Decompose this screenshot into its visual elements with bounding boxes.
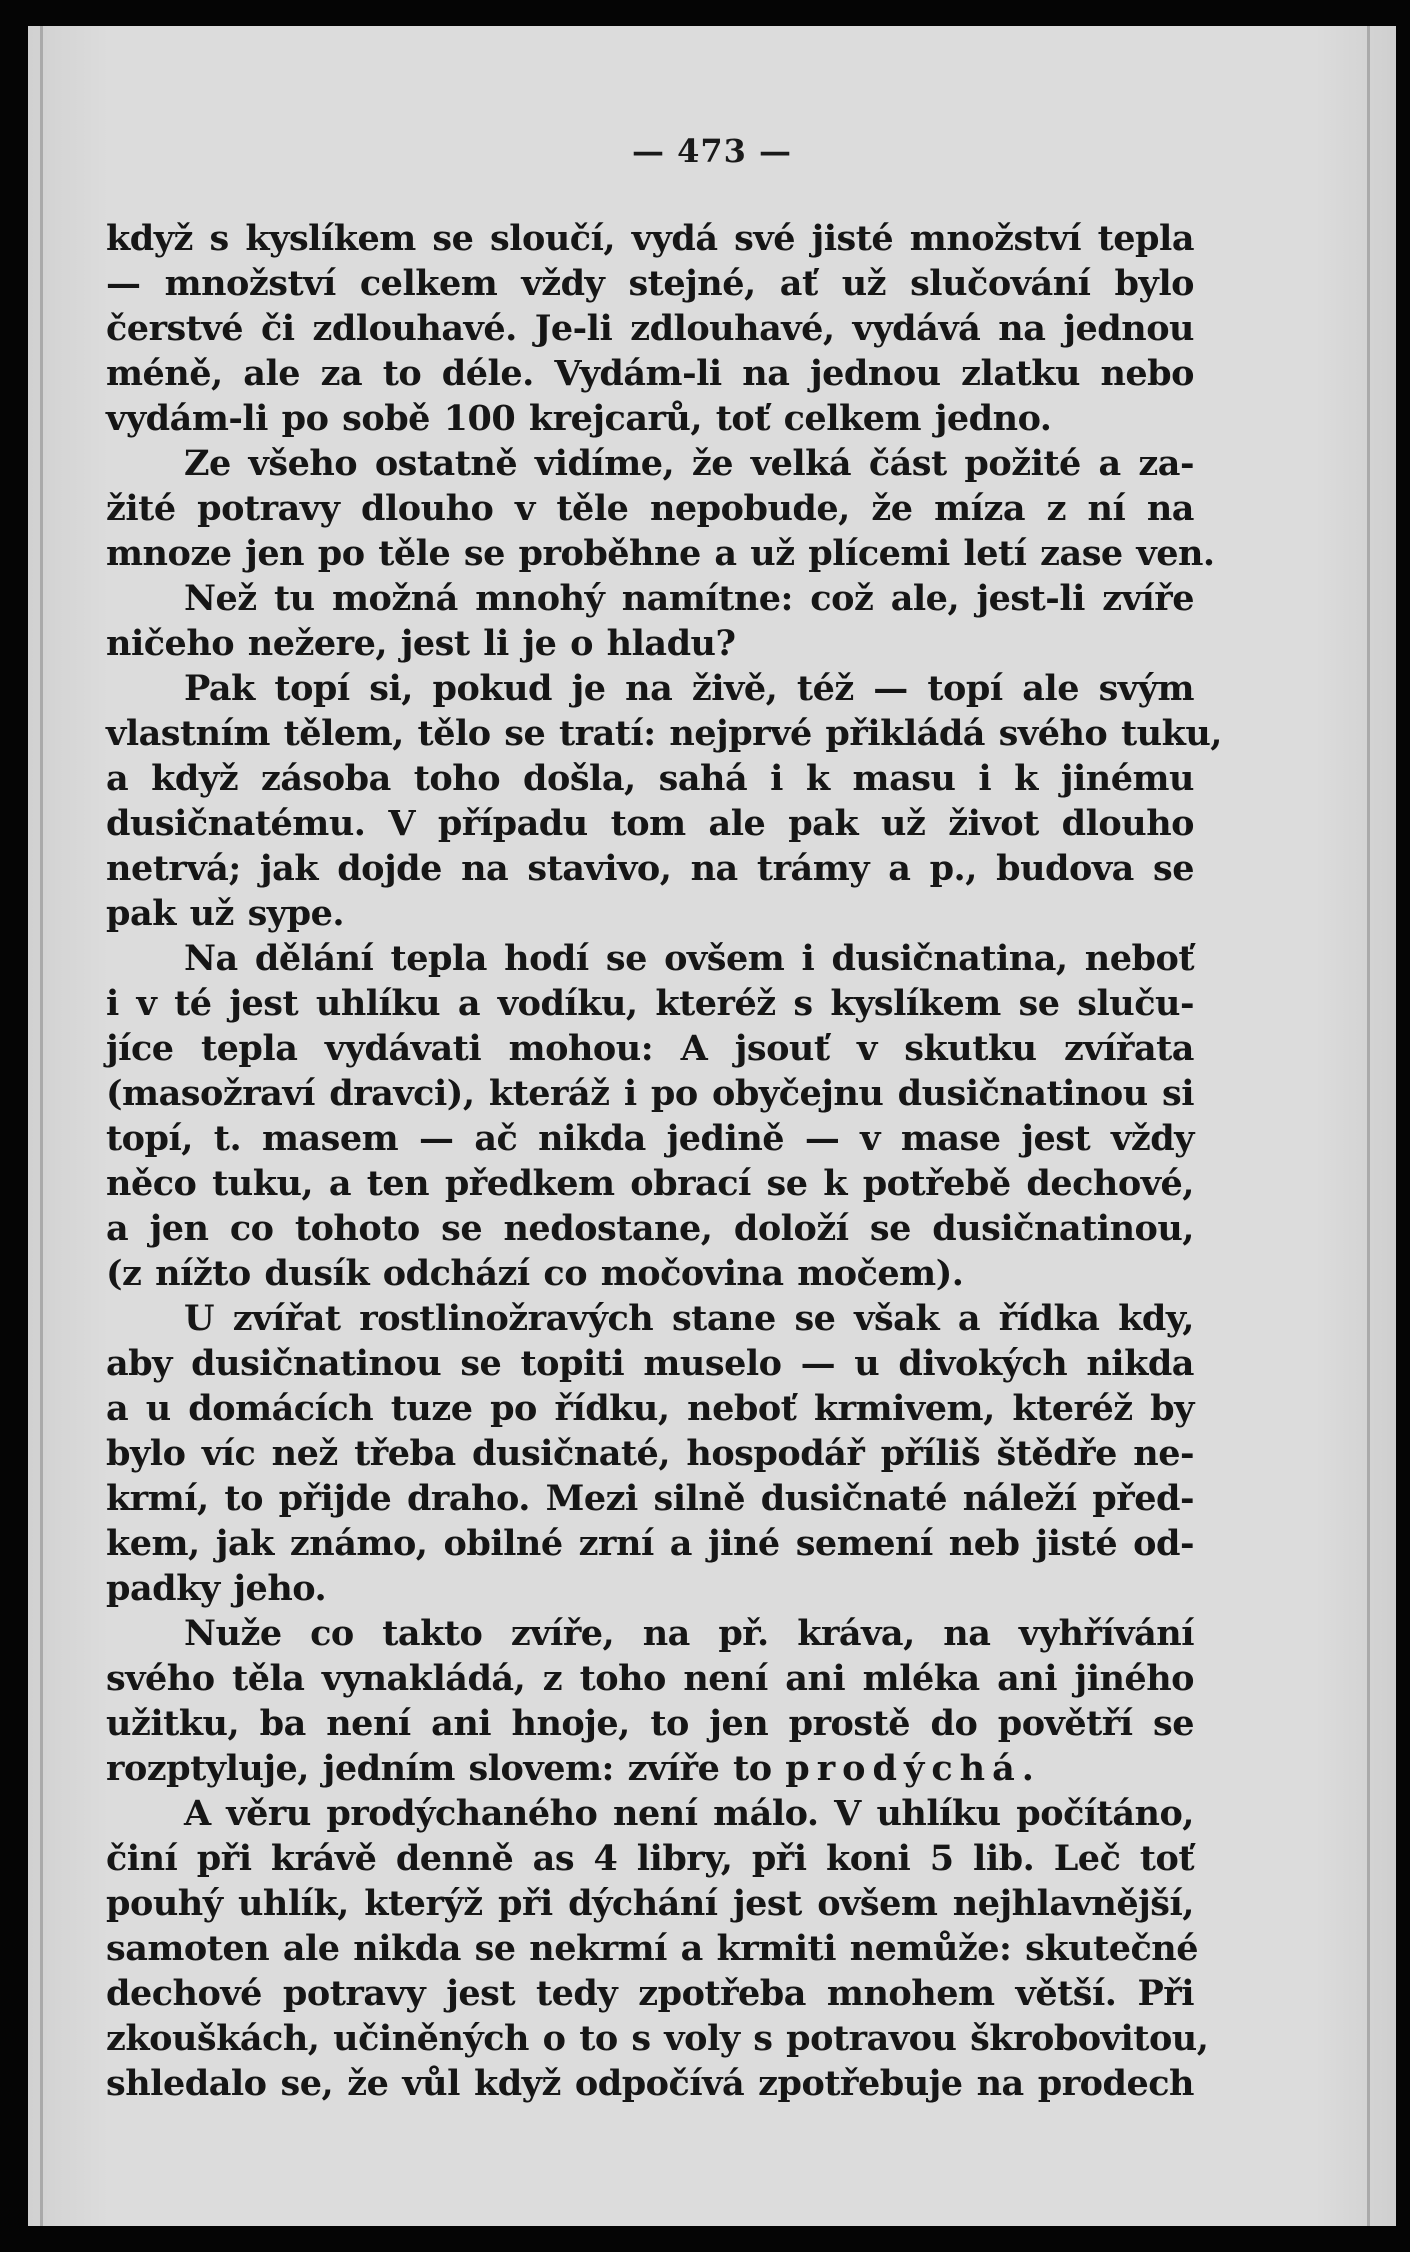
text-line: bylo víc než třeba dusičnaté, hospodář příliš štědře ne- <box>106 1433 1194 1474</box>
text-line: pouhý uhlík, kterýž při dýchání jest ovšem nejhlavnější, <box>106 1883 1194 1924</box>
text-line: užitku, ba není ani hnoje, to jen prostě do povětří se <box>106 1703 1194 1744</box>
text-line: když s kyslíkem se sloučí, vydá své jisté množství tepla <box>106 218 1194 259</box>
text-line: dechové potravy jest tedy zpotřeba mnohem větší. Při <box>106 1973 1194 2014</box>
text-line: i v té jest uhlíku a vodíku, kteréž s kyslíkem se sluču- <box>106 983 1194 1024</box>
text-line: shledalo se, že vůl když odpočívá zpotřebuje na prodech <box>106 2063 1194 2104</box>
text-line: netrvá; jak dojde na stavivo, na trámy a p., budova se <box>106 848 1194 889</box>
text-line: dusičnatému. V případu tom ale pak už život dlouho <box>106 803 1194 844</box>
page-number-header: — 473 — <box>631 132 793 170</box>
text-line: — množství celkem vždy stejné, ať už slučování bylo <box>106 263 1194 304</box>
paragraph-start-line: Ze všeho ostatně vidíme, že velká část požité a za- <box>184 443 1194 484</box>
text-line: topí, t. masem — ač nikda jedině — v mase jest vždy <box>106 1118 1194 1159</box>
paragraph-start-line: U zvířat rostlinožravých stane se však a řídka kdy, <box>184 1298 1194 1339</box>
paragraph-start-line: A věru prodýchaného není málo. V uhlíku počítáno, <box>184 1793 1194 1834</box>
text-line: zkouškách, učiněných o to s voly s potravou škrobovitou, <box>106 2018 1209 2059</box>
text-line: samoten ale nikda se nekrmí a krmiti nemůže: skutečné <box>106 1928 1198 1969</box>
text-line: a když zásoba toho došla, sahá i k masu i k jinému <box>106 758 1194 799</box>
text-line: vydám-li po sobě 100 krejcarů, toť celkem jedno. <box>106 398 1052 439</box>
text-line: aby dusičnatinou se topiti muselo — u divokých nikda <box>106 1343 1194 1384</box>
text-line: jíce tepla vydávati mohou: A jsouť v skutku zvířata <box>106 1028 1194 1069</box>
text-line: méně, ale za to déle. Vydám-li na jednou zlatku nebo <box>106 353 1194 394</box>
text-line: (z nížto dusík odchází co močovina močem). <box>106 1253 964 1294</box>
text-line: čerstvé či zdlouhavé. Je-li zdlouhavé, vydává na jednou <box>106 308 1194 349</box>
text-line: ničeho nežere, jest li je o hladu? <box>106 623 736 664</box>
text-line <box>106 1746 1194 1791</box>
text-line: krmí, to přijde draho. Mezi silně dusičnaté náleží před- <box>106 1478 1194 1519</box>
paragraph-start-line: Nuže co takto zvíře, na př. kráva, na vyhřívání <box>184 1613 1194 1654</box>
page-edge-left <box>40 26 43 2226</box>
emphasized-word: prodýchá. <box>785 1748 1041 1789</box>
text-line: mnoze jen po těle se proběhne a už plícemi letí zase ven. <box>106 533 1215 574</box>
paragraph-start-line: Než tu možná mnohý namítne: což ale, jest-li zvíře <box>184 578 1194 619</box>
text-line: žité potravy dlouho v těle nepobude, že míza z ní na <box>106 488 1194 529</box>
text-line: vlastním tělem, tělo se tratí: nejprvé přikládá svého tuku, <box>106 713 1222 754</box>
text-line: padky jeho. <box>106 1568 327 1609</box>
text-line: (masožraví dravci), kteráž i po obyčejnu dusičnatinou si <box>106 1073 1194 1114</box>
text-line: kem, jak známo, obilné zrní a jiné semení neb jisté od- <box>106 1523 1194 1564</box>
text-line: svého těla vynakládá, z toho není ani mléka ani jiného <box>106 1658 1194 1699</box>
text-line: pak už sype. <box>106 893 345 934</box>
paragraph-start-line: Pak topí si, pokud je na živě, též — topí ale svým <box>184 668 1194 709</box>
body-text <box>106 216 1222 2106</box>
text-line: něco tuku, a ten předkem obrací se k potřebě dechové, <box>106 1163 1194 1204</box>
paragraph-start-line: Na dělání tepla hodí se ovšem i dusičnatina, neboť <box>184 938 1194 979</box>
text-line: a jen co tohoto se nedostane, doloží se dusičnatinou, <box>106 1208 1194 1249</box>
text-line: a u domácích tuze po řídku, neboť krmivem, kteréž by <box>106 1388 1194 1429</box>
text-line-main: rozptyluje, jedním slovem: zvíře to <box>106 1748 772 1789</box>
page-edge-right <box>1367 26 1370 2226</box>
book-page <box>28 26 1396 2226</box>
text-line: činí při krávě denně as 4 libry, při koni 5 lib. Leč toť <box>106 1838 1194 1879</box>
